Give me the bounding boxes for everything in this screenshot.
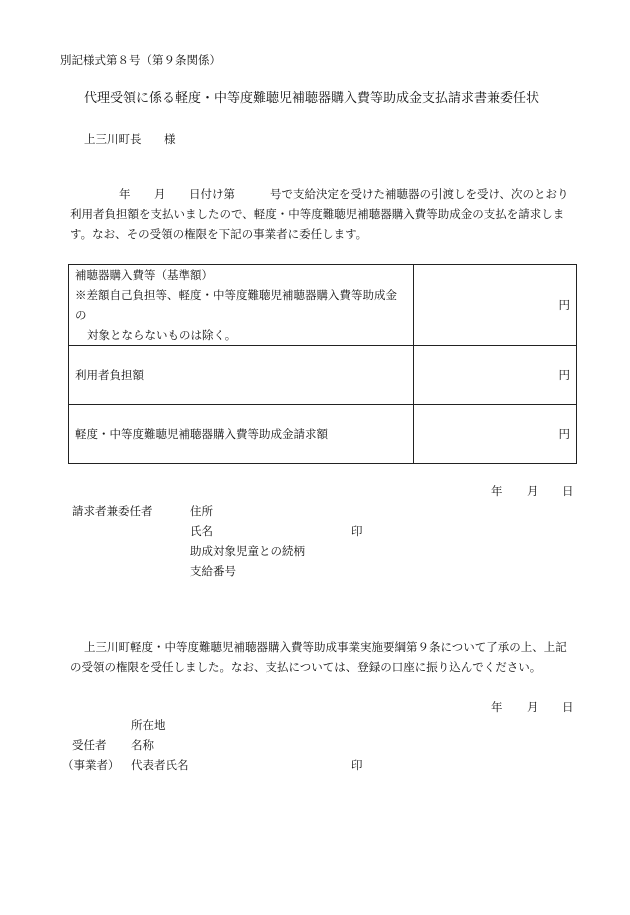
claim-amount-label: 軽度・中等度難聴児補聴器購入費等助成金請求額 bbox=[69, 405, 414, 464]
date1-year: 年 bbox=[491, 484, 503, 498]
agent-role-paren: （事業者） bbox=[62, 758, 120, 772]
base-amount-title: 補聴器購入費等（基準額） bbox=[75, 268, 213, 282]
claimant-benefit-number-label: 支給番号 bbox=[190, 564, 236, 578]
base-amount-note: ※差額自己負担等、軽度・中等度難聴児補聴器購入費等助成金の bbox=[75, 288, 397, 322]
table-row-base-amount bbox=[69, 265, 577, 346]
claimant-name-label: 氏名 bbox=[190, 524, 213, 538]
honorific: 様 bbox=[164, 132, 176, 146]
date2-year: 年 bbox=[491, 700, 503, 714]
user-burden-label: 利用者負担額 bbox=[69, 346, 414, 405]
claimant-seal: 印 bbox=[351, 524, 363, 538]
date1-day: 日 bbox=[562, 484, 574, 498]
date1-month: 月 bbox=[527, 484, 539, 498]
agent-role: 受任者 bbox=[72, 738, 107, 752]
agent-seal: 印 bbox=[351, 758, 363, 772]
request-day-number: 日付け第 bbox=[189, 187, 235, 201]
base-amount-unit: 円 bbox=[558, 298, 570, 312]
base-amount-label bbox=[69, 265, 414, 346]
request-line-2: 利用者負担額を支払いましたので、軽度・中等度難聴児補聴器購入費等助成金の支払を請求しま bbox=[70, 207, 565, 221]
amounts-table bbox=[68, 264, 577, 464]
date2-month: 月 bbox=[527, 700, 539, 714]
base-amount-note-cont: 対象とならないものは除く。 bbox=[87, 328, 237, 342]
acceptance-line-2: の受領の権限を受任しました。なお、支払については、登録の口座に振り込んでください。 bbox=[70, 660, 542, 674]
request-month: 月 bbox=[154, 187, 166, 201]
user-burden-unit: 円 bbox=[558, 368, 570, 382]
addressee: 上三川町長 bbox=[84, 132, 142, 146]
date2-day: 日 bbox=[562, 700, 574, 714]
claim-amount-unit: 円 bbox=[558, 427, 570, 441]
request-line-3: す。なお、その受領の権限を下記の事業者に委任します。 bbox=[70, 227, 368, 241]
agent-name-label: 名称 bbox=[131, 738, 154, 752]
agent-location-label: 所在地 bbox=[131, 718, 166, 732]
document-title: 代理受領に係る軽度・中等度難聴児補聴器購入費等助成金支払請求書兼委任状 bbox=[84, 91, 540, 106]
claimant-role: 請求者兼委任者 bbox=[72, 504, 153, 518]
acceptance-line-1: 上三川町軽度・中等度難聴児補聴器購入費等助成事業実施要綱第９条について了承の上、上記 bbox=[84, 640, 567, 654]
table-row-claim-amount bbox=[69, 405, 577, 464]
request-year: 年 bbox=[119, 187, 131, 201]
claimant-relationship-label: 助成対象児童との続柄 bbox=[190, 544, 305, 558]
base-amount-value bbox=[414, 265, 577, 346]
table-row-user-burden bbox=[69, 346, 577, 405]
form-number: 別記様式第８号（第９条関係） bbox=[60, 53, 221, 67]
request-number-suffix: 号で支給決定を受けた補聴器の引渡しを受け、次のとおり bbox=[270, 187, 569, 201]
agent-representative-label: 代表者氏名 bbox=[131, 758, 189, 772]
user-burden-value bbox=[414, 346, 577, 405]
claim-amount-value bbox=[414, 405, 577, 464]
claimant-address-label: 住所 bbox=[190, 504, 213, 518]
